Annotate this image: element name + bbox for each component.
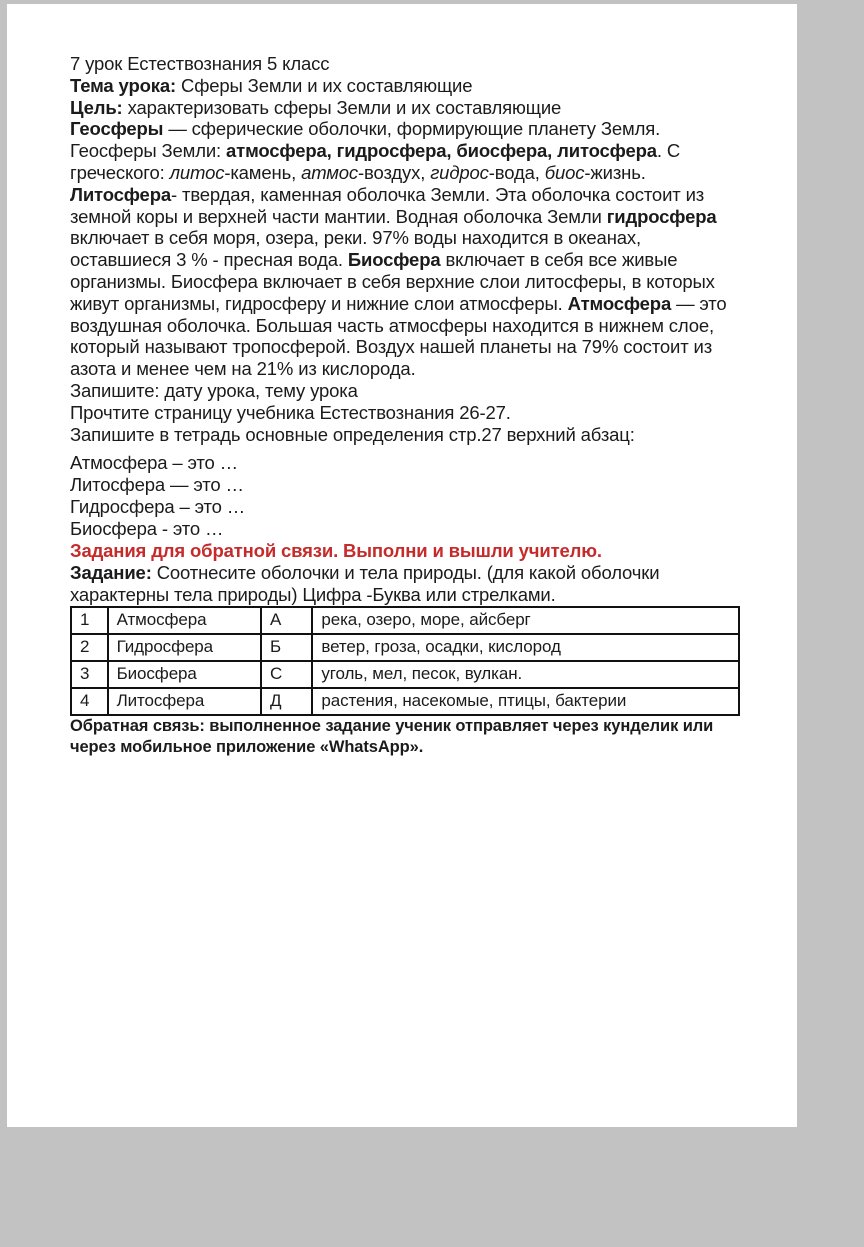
- text-run: атмосфера, гидросфера, биосфера, литосфера: [226, 140, 657, 162]
- table-cell-bodies: река, озеро, море, айсберг: [312, 607, 739, 634]
- task-label: Задание:: [70, 562, 152, 584]
- table-cell-num: 3: [71, 661, 108, 688]
- table-cell-sphere: Биосфера: [108, 661, 261, 688]
- intro-paragraph: [70, 118, 742, 380]
- text-run: Атмосфера: [567, 292, 672, 314]
- matching-table-body: [71, 607, 739, 715]
- table-row: [71, 634, 739, 661]
- table-row: [71, 688, 739, 715]
- text-run: Геосферы: [70, 118, 164, 140]
- instruction-line: Прочтите страницу учебника Естествознания 26-27.: [70, 401, 511, 423]
- text-run: включает в себя все живые организмы. Биосфера включает в себя верхние слои литосферы, в которых живут организмы, гидросферу и нижние слои атмосферы.: [70, 249, 715, 314]
- instruction-line: Запишите в тетрадь основные определения стр.27 верхний абзац:: [70, 423, 635, 445]
- table-row: [71, 661, 739, 688]
- text-run: — это воздушная оболочка. Большая часть атмосферы находится в нижнем слое, который называют тропосферой. Воздух нашей планеты на 79% состоит из азота и менее чем на 21% из кислорода.: [70, 292, 727, 380]
- text-run: . С греческого:: [70, 140, 681, 183]
- goal-label: Цель:: [70, 96, 123, 118]
- text-run: гидрос: [430, 161, 489, 183]
- table-cell-letter: Б: [261, 634, 312, 661]
- text-run: литос: [169, 161, 225, 183]
- matching-table: [70, 606, 740, 716]
- lesson-header: 7 урок Естествознания 5 класс: [70, 53, 330, 74]
- text-run: - твердая, каменная оболочка Земли. Эта оболочка состоит из земной коры и верхней части мантии. Водная оболочка Земли: [70, 183, 705, 227]
- topic-goal-block: [70, 75, 742, 119]
- table-cell-bodies: ветер, гроза, осадки, кислород: [312, 634, 739, 661]
- text-run: биос: [544, 161, 585, 183]
- text-run: — сферические оболочки, формирующие планету Земля. Геосферы Земли:: [70, 118, 661, 162]
- goal-line: [70, 97, 561, 118]
- table-cell-num: 4: [71, 688, 108, 715]
- goal-text: характеризовать сферы Земли и их составляющие: [122, 96, 562, 118]
- text-run: -вода,: [488, 161, 545, 183]
- text-run: включает в себя моря, озера, реки. 97% воды находится в океанах, оставшиеся 3 % - пресная вода.: [70, 227, 641, 271]
- text-run: Биосфера: [347, 249, 441, 271]
- table-cell-num: 2: [71, 634, 108, 661]
- feedback-footer: Обратная связь: выполненное задание ученик отправляет через кунделик или через мобильное приложение «WhatsApp».: [70, 716, 714, 756]
- text-run: -камень,: [224, 161, 302, 183]
- table-cell-letter: Д: [261, 688, 312, 715]
- definitions-block: [70, 452, 742, 540]
- instructions-block: [70, 380, 742, 445]
- definition-line: Биосфера - это …: [70, 518, 224, 540]
- topic-line: [70, 75, 472, 96]
- task-paragraph: [70, 562, 742, 606]
- table-cell-letter: А: [261, 607, 312, 634]
- table-cell-bodies: растения, насекомые, птицы, бактерии: [312, 688, 739, 715]
- text-run: гидросфера: [606, 205, 717, 227]
- task-text: Соотнесите оболочки и тела природы. (для какой оболочки характерны тела природы) Цифра -Буква или стрелками.: [70, 562, 660, 605]
- table-cell-letter: С: [261, 661, 312, 688]
- feedback-heading: Задания для обратной связи. Выполни и вышли учителю.: [70, 540, 602, 562]
- text-run: атмос: [301, 161, 359, 183]
- text-run: -жизнь.: [584, 161, 646, 183]
- table-cell-sphere: Атмосфера: [108, 607, 261, 634]
- table-cell-bodies: уголь, мел, песок, вулкан.: [312, 661, 739, 688]
- instruction-line: Запишите: дату урока, тему урока: [70, 379, 358, 401]
- table-cell-sphere: Литосфера: [108, 688, 261, 715]
- document-page: [7, 4, 797, 1127]
- definition-line: Литосфера — это …: [70, 474, 244, 496]
- text-run: -воздух,: [358, 161, 431, 183]
- topic-text: Сферы Земли и их составляющие: [176, 74, 473, 96]
- text-run: Литосфера: [70, 183, 171, 205]
- table-row: [71, 607, 739, 634]
- table-cell-sphere: Гидросфера: [108, 634, 261, 661]
- definition-line: Атмосфера – это …: [70, 452, 238, 474]
- table-cell-num: 1: [71, 607, 108, 634]
- definition-line: Гидросфера – это …: [70, 496, 246, 518]
- topic-label: Тема урока:: [70, 74, 176, 96]
